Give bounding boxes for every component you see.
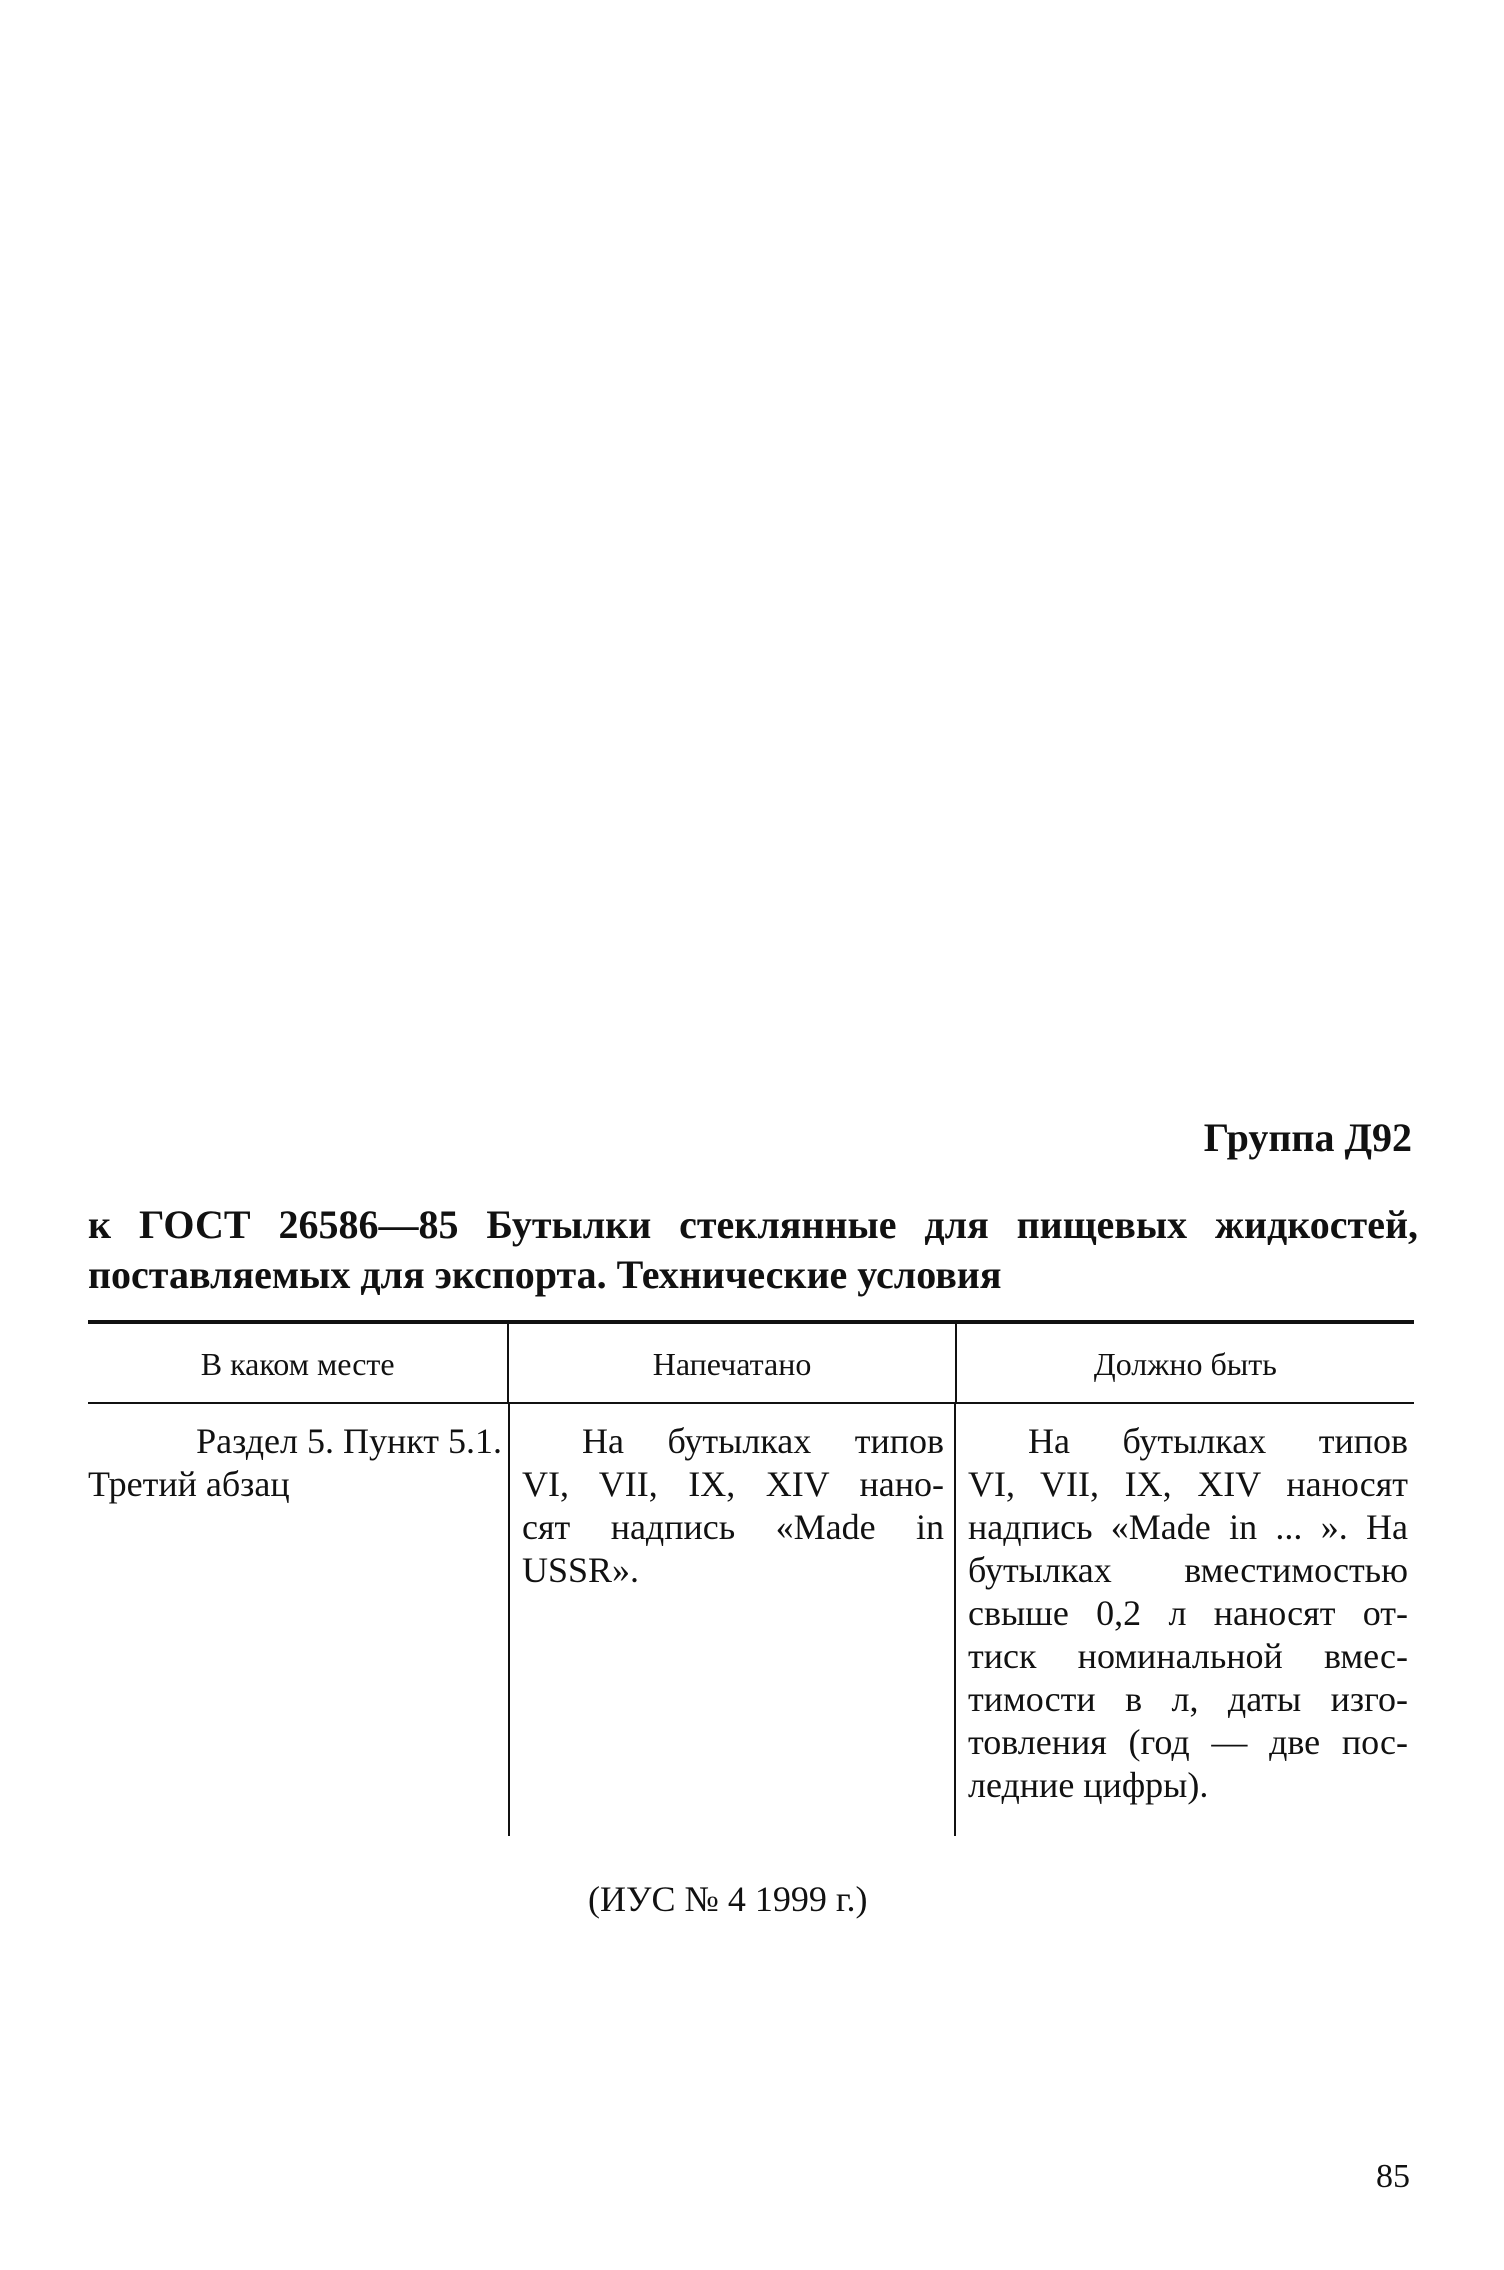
cell-should-be-line: ледние цифры). bbox=[968, 1765, 1209, 1805]
cell-should-be-line: VI, VII, IX, XIV наносят bbox=[968, 1464, 1408, 1504]
cell-place bbox=[88, 1404, 508, 1836]
amendment-table bbox=[88, 1320, 1414, 1836]
cell-should-be-line: надпись «Made in ... ». На bbox=[968, 1507, 1408, 1547]
cell-should-be-line: На бутылках типов bbox=[1028, 1421, 1408, 1461]
cell-printed bbox=[508, 1404, 954, 1836]
cell-should-be bbox=[954, 1404, 1412, 1836]
header-printed: Напечатано bbox=[507, 1324, 954, 1402]
header-should-be: Должно быть bbox=[955, 1324, 1414, 1402]
cell-place-line: Третий абзац bbox=[88, 1464, 290, 1504]
cell-printed-line: сят надпись «Made in bbox=[522, 1507, 944, 1547]
document-title: к ГОСТ 26586—85 Бутылки стеклянные для пищевых жидкостей, поставляемых для экспорта. Технические условия bbox=[88, 1202, 1418, 1297]
page-number: 85 bbox=[1376, 2158, 1410, 2195]
cell-should-be-line: свыше 0,2 л наносят от- bbox=[968, 1593, 1408, 1633]
cell-should-be-line: бутылках вместимостью bbox=[968, 1550, 1408, 1590]
cell-printed-line: На бутылках типов bbox=[582, 1421, 944, 1461]
header-place: В каком месте bbox=[200, 1345, 395, 1382]
table-row bbox=[88, 1404, 1414, 1836]
cell-printed-line: USSR». bbox=[522, 1550, 640, 1590]
cell-should-be-line: тиск номинальной вмес- bbox=[968, 1636, 1408, 1676]
cell-should-be-line: товления (год — две пос- bbox=[968, 1722, 1408, 1762]
table-header-row bbox=[88, 1324, 1414, 1404]
cell-should-be-line: тимости в л, даты изго- bbox=[968, 1679, 1408, 1719]
source-reference: (ИУС № 4 1999 г.) bbox=[588, 1879, 868, 1919]
cell-printed-line: VI, VII, IX, XIV нано- bbox=[522, 1464, 944, 1504]
cell-place-line: Раздел 5. Пункт 5.1. bbox=[196, 1421, 502, 1461]
group-label: Группа Д92 bbox=[1203, 1115, 1412, 1160]
